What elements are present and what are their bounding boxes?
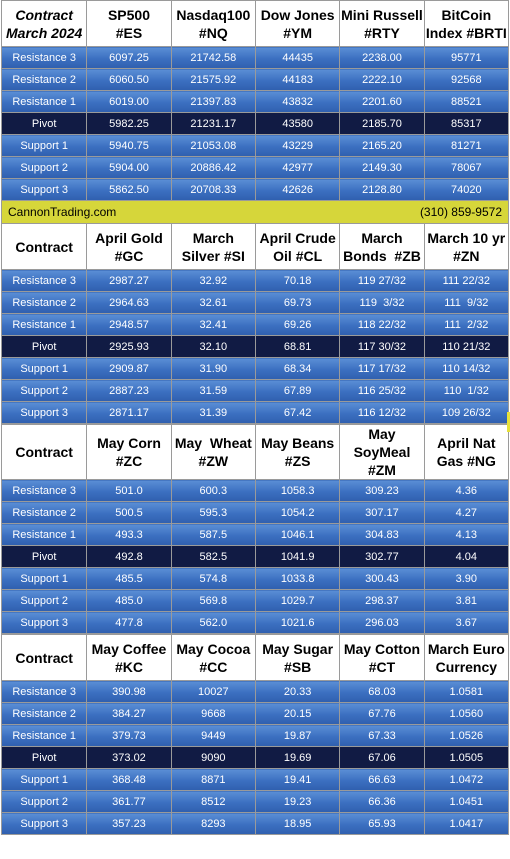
level-row [2,402,509,424]
level-value: 44183 [255,69,339,91]
level-row [2,813,509,835]
column-header: April Gold #GC [87,224,171,270]
level-value: 65.93 [340,813,424,835]
level-value: 21742.58 [171,47,255,69]
level-label: Pivot [2,336,87,358]
level-value: 4.13 [424,524,508,546]
level-value: 1046.1 [255,524,339,546]
level-value: 92568 [424,69,508,91]
level-value: 111 9/32 [424,292,508,314]
level-label: Support 1 [2,135,87,157]
level-label: Resistance 1 [2,314,87,336]
header-row [2,635,509,681]
level-label: Resistance 2 [2,703,87,725]
level-value: 309.23 [340,480,424,502]
level-value: 32.10 [171,336,255,358]
level-value: 1021.6 [255,612,339,634]
level-label: Support 2 [2,380,87,402]
level-value: 368.48 [87,769,171,791]
level-value: 1.0417 [424,813,508,835]
level-value: 111 2/32 [424,314,508,336]
header-row [2,1,509,47]
level-value: 21231.17 [171,113,255,135]
level-value: 390.98 [87,681,171,703]
level-value: 2925.93 [87,336,171,358]
corner-label: Contract March 2024 [2,1,87,47]
column-header: BitCoin Index #BRTI [424,1,508,47]
level-row [2,612,509,634]
level-value: 74020 [424,179,508,201]
level-value: 2871.17 [87,402,171,424]
corner-label: Contract [2,425,87,480]
level-label: Resistance 3 [2,47,87,69]
level-value: 44435 [255,47,339,69]
level-value: 6060.50 [87,69,171,91]
level-value: 1.0451 [424,791,508,813]
level-value: 2964.63 [87,292,171,314]
level-label: Pivot [2,546,87,568]
level-value: 2185.70 [340,113,424,135]
level-value: 20.33 [255,681,339,703]
level-value: 574.8 [171,568,255,590]
level-value: 9090 [171,747,255,769]
level-row [2,135,509,157]
level-value: 88521 [424,91,508,113]
level-value: 6019.00 [87,91,171,113]
level-value: 66.36 [340,791,424,813]
level-row [2,380,509,402]
level-label: Resistance 3 [2,270,87,292]
level-row [2,157,509,179]
level-value: 31.90 [171,358,255,380]
level-value: 569.8 [171,590,255,612]
level-row [2,292,509,314]
level-value: 373.02 [87,747,171,769]
column-header: March Bonds #ZB [340,224,424,270]
level-value: 119 27/32 [340,270,424,292]
level-row [2,681,509,703]
column-header: SP500 #ES [87,1,171,47]
level-value: 8871 [171,769,255,791]
level-row [2,47,509,69]
level-label: Support 1 [2,568,87,590]
level-value: 9449 [171,725,255,747]
level-label: Support 3 [2,813,87,835]
level-value: 20708.33 [171,179,255,201]
level-label: Support 2 [2,791,87,813]
level-value: 379.73 [87,725,171,747]
level-row [2,480,509,502]
level-value: 3.67 [424,612,508,634]
level-value: 5982.25 [87,113,171,135]
level-value: 110 14/32 [424,358,508,380]
level-row [2,314,509,336]
level-value: 66.63 [340,769,424,791]
pivot-row [2,113,509,135]
level-row [2,91,509,113]
level-value: 5862.50 [87,179,171,201]
column-header: May Cotton #CT [340,635,424,681]
column-header: April Nat Gas #NG [424,425,508,480]
level-row [2,769,509,791]
level-value: 500.5 [87,502,171,524]
contact-banner [1,201,509,223]
level-value: 587.5 [171,524,255,546]
level-value: 116 12/32 [340,402,424,424]
column-header: March Euro Currency [424,635,508,681]
level-value: 1.0472 [424,769,508,791]
level-value: 1033.8 [255,568,339,590]
column-header: March 10 yr #ZN [424,224,508,270]
column-header: Mini Russell #RTY [340,1,424,47]
level-value: 302.77 [340,546,424,568]
level-value: 307.17 [340,502,424,524]
level-value: 361.77 [87,791,171,813]
level-label: Resistance 2 [2,502,87,524]
level-value: 600.3 [171,480,255,502]
level-value: 69.26 [255,314,339,336]
level-value: 5940.75 [87,135,171,157]
level-value: 111 22/32 [424,270,508,292]
level-value: 1029.7 [255,590,339,612]
level-value: 1.0505 [424,747,508,769]
section-table-equity-indices [1,0,509,201]
level-row [2,524,509,546]
header-row [2,425,509,480]
level-value: 10027 [171,681,255,703]
level-value: 2222.10 [340,69,424,91]
level-value: 8512 [171,791,255,813]
pivot-row [2,546,509,568]
level-value: 2201.60 [340,91,424,113]
level-value: 119 3/32 [340,292,424,314]
level-value: 3.90 [424,568,508,590]
level-row [2,568,509,590]
level-row [2,69,509,91]
level-value: 85317 [424,113,508,135]
level-value: 1.0560 [424,703,508,725]
level-value: 78067 [424,157,508,179]
section-table-grains-gas [1,424,509,634]
level-value: 32.92 [171,270,255,292]
level-label: Resistance 1 [2,524,87,546]
level-label: Pivot [2,747,87,769]
level-value: 43580 [255,113,339,135]
level-row [2,590,509,612]
level-value: 43229 [255,135,339,157]
level-value: 117 30/32 [340,336,424,358]
level-value: 298.37 [340,590,424,612]
level-value: 109 26/32 [424,402,508,424]
level-value: 5904.00 [87,157,171,179]
level-label: Support 2 [2,590,87,612]
level-value: 296.03 [340,612,424,634]
level-value: 118 22/32 [340,314,424,336]
level-value: 2128.80 [340,179,424,201]
level-value: 2948.57 [87,314,171,336]
level-value: 19.69 [255,747,339,769]
site-name: CannonTrading.com [8,205,117,219]
column-header: May Sugar #SB [255,635,339,681]
level-value: 562.0 [171,612,255,634]
level-label: Support 3 [2,179,87,201]
level-value: 384.27 [87,703,171,725]
section-table-softs-currency [1,634,509,835]
phone-number: (310) 859-9572 [419,205,502,219]
level-value: 20.15 [255,703,339,725]
level-value: 67.89 [255,380,339,402]
level-value: 116 25/32 [340,380,424,402]
level-value: 43832 [255,91,339,113]
level-value: 485.5 [87,568,171,590]
column-header: Dow Jones #YM [255,1,339,47]
level-value: 493.3 [87,524,171,546]
level-value: 3.81 [424,590,508,612]
level-label: Resistance 1 [2,91,87,113]
level-value: 21397.83 [171,91,255,113]
level-value: 67.76 [340,703,424,725]
column-header: March Silver #SI [171,224,255,270]
level-value: 19.41 [255,769,339,791]
level-label: Resistance 2 [2,292,87,314]
level-value: 67.06 [340,747,424,769]
level-label: Resistance 3 [2,681,87,703]
level-value: 19.23 [255,791,339,813]
level-value: 68.34 [255,358,339,380]
level-row [2,703,509,725]
level-label: Resistance 1 [2,725,87,747]
level-value: 31.59 [171,380,255,402]
level-value: 21575.92 [171,69,255,91]
level-label: Resistance 3 [2,480,87,502]
level-value: 501.0 [87,480,171,502]
level-row [2,270,509,292]
level-value: 31.39 [171,402,255,424]
level-value: 2165.20 [340,135,424,157]
level-value: 1.0526 [424,725,508,747]
level-label: Resistance 2 [2,69,87,91]
level-row [2,502,509,524]
level-value: 68.03 [340,681,424,703]
level-value: 1058.3 [255,480,339,502]
level-value: 42977 [255,157,339,179]
level-value: 18.95 [255,813,339,835]
level-value: 67.33 [340,725,424,747]
column-header: May SoyMeal #ZM [340,425,424,480]
level-label: Support 2 [2,157,87,179]
level-value: 42626 [255,179,339,201]
level-value: 95771 [424,47,508,69]
level-value: 67.42 [255,402,339,424]
level-label: Support 1 [2,769,87,791]
level-value: 68.81 [255,336,339,358]
level-value: 4.27 [424,502,508,524]
level-value: 1041.9 [255,546,339,568]
level-label: Support 3 [2,402,87,424]
level-value: 19.87 [255,725,339,747]
column-header: Nasdaq100 #NQ [171,1,255,47]
level-row [2,725,509,747]
level-value: 4.04 [424,546,508,568]
level-label: Support 1 [2,358,87,380]
level-value: 117 17/32 [340,358,424,380]
level-value: 9668 [171,703,255,725]
level-value: 1054.2 [255,502,339,524]
level-value: 6097.25 [87,47,171,69]
level-row [2,791,509,813]
column-header: May Corn #ZC [87,425,171,480]
level-value: 70.18 [255,270,339,292]
level-label: Support 3 [2,612,87,634]
level-value: 485.0 [87,590,171,612]
column-header: May Coffee #KC [87,635,171,681]
level-value: 32.41 [171,314,255,336]
level-value: 4.36 [424,480,508,502]
column-header: May Wheat #ZW [171,425,255,480]
level-value: 357.23 [87,813,171,835]
section-table-metals-energy-rates [1,223,509,424]
corner-label: Contract [2,635,87,681]
column-header: April Crude Oil #CL [255,224,339,270]
level-value: 582.5 [171,546,255,568]
level-value: 2887.23 [87,380,171,402]
column-header: May Cocoa #CC [171,635,255,681]
level-value: 110 1/32 [424,380,508,402]
level-value: 300.43 [340,568,424,590]
header-row [2,224,509,270]
level-value: 32.61 [171,292,255,314]
level-value: 2987.27 [87,270,171,292]
level-value: 492.8 [87,546,171,568]
level-value: 2149.30 [340,157,424,179]
level-value: 21053.08 [171,135,255,157]
level-value: 2238.00 [340,47,424,69]
level-value: 81271 [424,135,508,157]
level-row [2,358,509,380]
column-header: May Beans #ZS [255,425,339,480]
level-value: 20886.42 [171,157,255,179]
pivot-row [2,747,509,769]
level-value: 8293 [171,813,255,835]
level-value: 595.3 [171,502,255,524]
level-value: 2909.87 [87,358,171,380]
level-value: 110 21/32 [424,336,508,358]
level-row [2,179,509,201]
pivot-row [2,336,509,358]
level-value: 69.73 [255,292,339,314]
level-value: 477.8 [87,612,171,634]
corner-label: Contract [2,224,87,270]
level-value: 304.83 [340,524,424,546]
level-label: Pivot [2,113,87,135]
level-value: 1.0581 [424,681,508,703]
